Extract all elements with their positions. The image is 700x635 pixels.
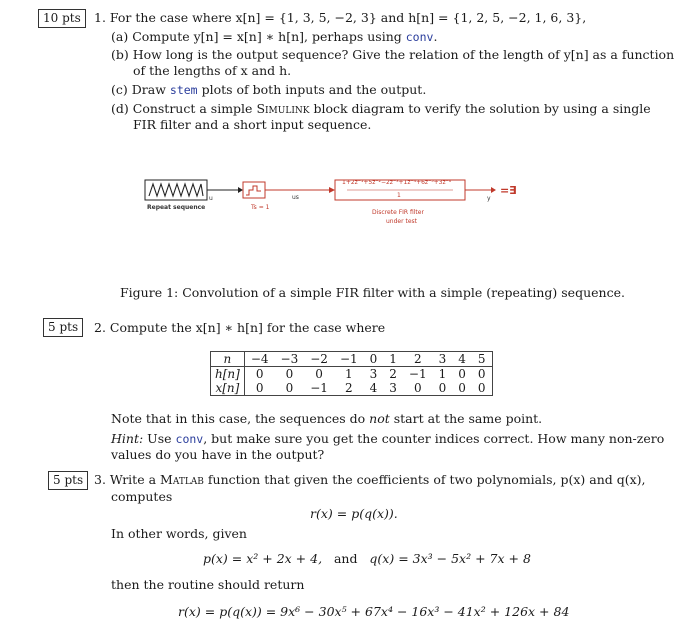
problem-2-intro xyxy=(94,320,385,336)
hint-line xyxy=(111,431,664,447)
row-header: n xyxy=(211,352,245,367)
problem-text: Write a xyxy=(109,472,157,487)
problem-text: For the case where x[n] = {1, 3, 5, −2, 3} and h[n] = {1, 2, 5, −2, 1, 6, 3}, xyxy=(109,10,587,25)
table-cell: 1 xyxy=(344,367,353,381)
table-cell: 0 xyxy=(477,381,486,395)
hint-text: Use xyxy=(147,431,172,446)
table-row xyxy=(211,367,493,382)
part-label: (c) xyxy=(111,82,128,97)
part-text: block diagram to verify the solution by using a single xyxy=(313,101,651,116)
problem-3-intro xyxy=(94,472,646,488)
part-text: Draw xyxy=(131,82,166,97)
table-cell: 0 xyxy=(477,367,486,381)
table-cell: 2 xyxy=(403,352,433,367)
then-line: then the routine should return xyxy=(111,577,305,592)
figure-caption: Figure 1: Convolution of a simple FIR filter with a simple (repeating) sequence. xyxy=(120,285,625,300)
row-header: h[n] xyxy=(211,367,245,382)
hint-text: , but make sure you get the counter indices correct. How many non-zero xyxy=(203,431,665,446)
problem-number: 3. xyxy=(94,472,106,487)
code-conv: conv xyxy=(405,30,434,44)
part-d xyxy=(111,101,651,117)
part-text: How long is the output sequence? Give the relation of the length of y[n] as a function xyxy=(132,47,675,62)
arrow-head xyxy=(238,187,243,193)
part-d-cont: FIR filter and a short input sequence. xyxy=(133,117,372,132)
part-c xyxy=(111,82,426,98)
table-cell: 0 xyxy=(285,381,294,395)
problem-1-intro xyxy=(94,10,586,26)
table-cell: 0 xyxy=(458,381,466,395)
zoh-caption: Ts = 1 xyxy=(251,204,270,211)
filter-numerator: 1+2z⁻¹+5z⁻²−2z⁻³+1z⁻⁴+6z⁻⁵+3z⁻⁶ xyxy=(342,179,452,186)
table-cell: 3 xyxy=(389,381,397,395)
problem-number: 1. xyxy=(94,10,106,25)
equation-pq xyxy=(203,551,531,567)
table-cell: 4 xyxy=(452,352,472,367)
part-b xyxy=(111,47,674,63)
table-cell: 0 xyxy=(255,367,264,381)
arrow-head xyxy=(491,187,496,193)
table-cell: 0 xyxy=(364,352,384,367)
hint-label: Hint: xyxy=(111,431,144,446)
table-cell: 0 xyxy=(315,367,323,381)
table-cell: −4 xyxy=(244,352,274,367)
repeat-sequence-caption: Repeat sequence xyxy=(147,204,206,211)
table-cell: 0 xyxy=(458,367,466,381)
table-cell: −1 xyxy=(408,367,427,381)
table-cell: −2 xyxy=(304,352,334,367)
table-cell: 5 xyxy=(472,352,492,367)
us-label: us xyxy=(292,194,299,201)
equation-result: r(x) = p(q(x)) = 9x⁶ − 30x⁵ + 67x⁴ − 16x³ − 41x² + 126x + 84 xyxy=(178,604,570,619)
sequence-table-wrapper xyxy=(210,351,493,396)
table-cell: 2 xyxy=(344,381,353,395)
equation-p: p(x) = x² + 2x + 4, xyxy=(203,551,323,566)
part-b-cont: of the lengths of x and h. xyxy=(133,63,292,78)
table-cell: 1 xyxy=(438,367,447,381)
part-text: Construct a simple xyxy=(132,101,253,116)
row-header: x[n] xyxy=(211,381,245,396)
table-cell: −3 xyxy=(275,352,305,367)
table-cell: 1 xyxy=(383,352,403,367)
part-text: Compute y[n] = x[n] ∗ h[n], perhaps using xyxy=(132,29,402,44)
scope-icon: =∃ xyxy=(500,184,517,197)
part-label: (b) xyxy=(111,47,129,62)
code-conv: conv xyxy=(175,432,204,446)
points-badge-1: 10 pts xyxy=(38,9,86,28)
table-cell: 0 xyxy=(255,381,264,395)
filter-caption-2: under test xyxy=(386,218,418,225)
punct: . xyxy=(433,29,438,44)
problem-text: Compute the x[n] ∗ h[n] for the case where xyxy=(109,320,386,335)
filter-caption: Discrete FIR filter xyxy=(372,209,424,216)
equation-r: r(x) = p(q(x)). xyxy=(310,506,398,521)
simulink-diagram xyxy=(140,172,540,234)
part-label: (d) xyxy=(111,101,129,116)
table-cell: 0 xyxy=(438,381,447,395)
equation-and: and xyxy=(333,551,358,566)
table-cell: 3 xyxy=(369,367,378,381)
table-cell: 2 xyxy=(389,367,397,381)
problem-3-cont: computes xyxy=(111,489,173,504)
table-cell: 3 xyxy=(433,352,453,367)
hint-line-2: values do you have in the output? xyxy=(111,447,325,462)
table-cell: −1 xyxy=(310,381,328,395)
table-cell: 4 xyxy=(369,381,378,395)
note-line xyxy=(111,411,542,427)
table-row xyxy=(211,352,493,367)
sequence-table xyxy=(210,351,493,396)
table-cell: 0 xyxy=(285,367,294,381)
part-a xyxy=(111,29,437,45)
points-badge-3: 5 pts xyxy=(48,471,88,490)
table-row xyxy=(211,381,493,396)
note-emphasis: not xyxy=(369,411,390,426)
points-badge-2: 5 pts xyxy=(43,318,83,337)
problem-number: 2. xyxy=(94,320,106,335)
note-text: start at the same point. xyxy=(393,411,543,426)
equation-q: q(x) = 3x³ − 5x² + 7x + 8 xyxy=(369,551,531,566)
filter-denominator: 1 xyxy=(397,192,401,199)
repeating-sequence-block xyxy=(145,180,207,200)
part-label: (a) xyxy=(111,29,129,44)
simulink-name: Simulink xyxy=(256,101,310,116)
zero-order-hold-block xyxy=(243,182,265,198)
arrow-head xyxy=(329,187,335,193)
u-label: u xyxy=(209,195,213,202)
given-line: In other words, given xyxy=(111,526,247,541)
y-label: y xyxy=(487,195,491,202)
code-stem: stem xyxy=(169,83,198,97)
problem-text: function that given the coefficients of two polynomials, p(x) and q(x), xyxy=(207,472,646,487)
table-cell: 0 xyxy=(413,381,422,395)
matlab-name: Matlab xyxy=(160,472,204,487)
table-cell: −1 xyxy=(334,352,364,367)
note-text: Note that in this case, the sequences do xyxy=(111,411,366,426)
part-text: plots of both inputs and the output. xyxy=(201,82,427,97)
